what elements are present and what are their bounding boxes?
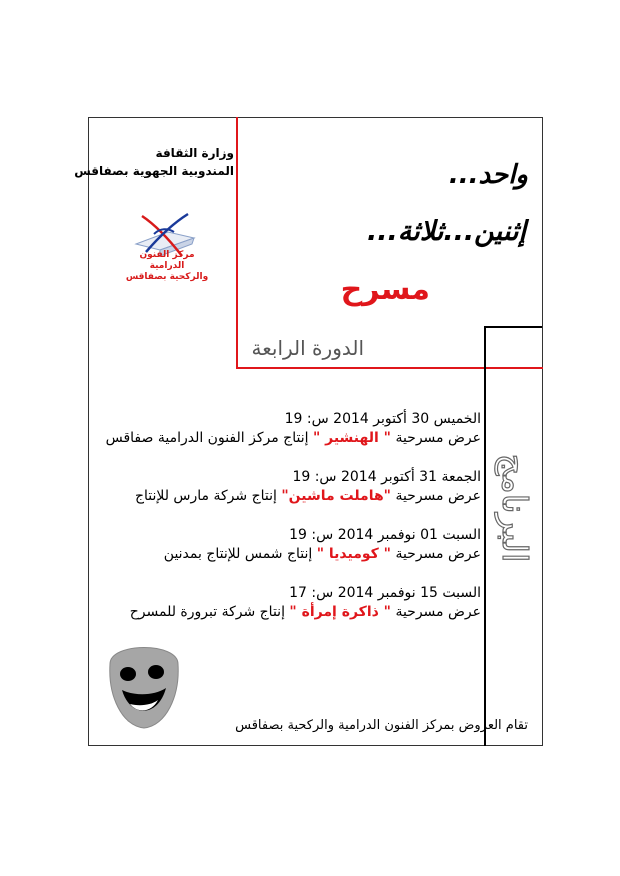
red-vertical-rule (236, 117, 238, 369)
event-description (101, 602, 481, 622)
event-date: الجمعة 31 أكتوبر 2014 س: 19 (292, 469, 481, 485)
event-item (101, 410, 481, 468)
ministry-line1: وزارة الثقافة (155, 146, 234, 160)
event-label: عرض مسرحية (395, 546, 481, 562)
logo-caption (124, 250, 210, 283)
event-item (101, 468, 481, 526)
event-producer: إنتاج شركة مارس للإنتاج (134, 488, 277, 504)
red-horizontal-rule (236, 367, 543, 369)
logo-caption-line2: والركحية بصفاقس (125, 272, 209, 282)
event-date: السبت 15 نوفمبر 2014 س: 17 (289, 585, 481, 601)
black-horizontal-rule (484, 326, 542, 328)
title-line3: مسرح (340, 272, 430, 307)
title-line2: إثنين...ثلاثة... (366, 216, 526, 247)
title-line1: واحد... (448, 160, 528, 190)
program-list (101, 410, 481, 642)
event-producer: إنتاج شركة تبرورة للمسرح (129, 604, 285, 620)
event-play-title: " ذاكرة إمرأة " (289, 604, 391, 620)
event-label: عرض مسرحية (395, 430, 481, 446)
event-producer: إنتاج شمس للإنتاج بمدنين (163, 546, 313, 562)
smiling-theatre-mask-icon (104, 634, 184, 734)
event-description (101, 428, 481, 448)
event-description (101, 486, 481, 506)
venue-footer: تقام العروض بمركز الفنون الدرامية والركحية بصفاقس (235, 718, 528, 733)
event-play-title: "هاملت ماشين" (281, 488, 391, 504)
event-date: السبت 01 نوفمبر 2014 س: 19 (289, 527, 481, 543)
event-label: عرض مسرحية (395, 488, 481, 504)
logo-caption-line1: مركز الفنون الدرامية (139, 250, 195, 271)
edition-label: الدورة الرابعة (251, 336, 364, 360)
event-play-title: " الهنشير " (312, 430, 391, 446)
ministry-header (74, 144, 234, 180)
program-side-title (488, 408, 540, 608)
event-date: الخميس 30 أكتوبر 2014 س: 19 (284, 411, 481, 427)
event-label: عرض مسرحية (395, 604, 481, 620)
event-producer: إنتاج مركز الفنون الدرامية صفاقس (105, 430, 309, 446)
event-description (101, 544, 481, 564)
event-play-title: " كوميديا " (316, 546, 391, 562)
program-side-title-text: البرنامج (494, 453, 534, 563)
ministry-line2: المندوبية الجهوية بصفاقس (74, 164, 234, 178)
event-item (101, 526, 481, 584)
black-vertical-rule (484, 326, 486, 746)
